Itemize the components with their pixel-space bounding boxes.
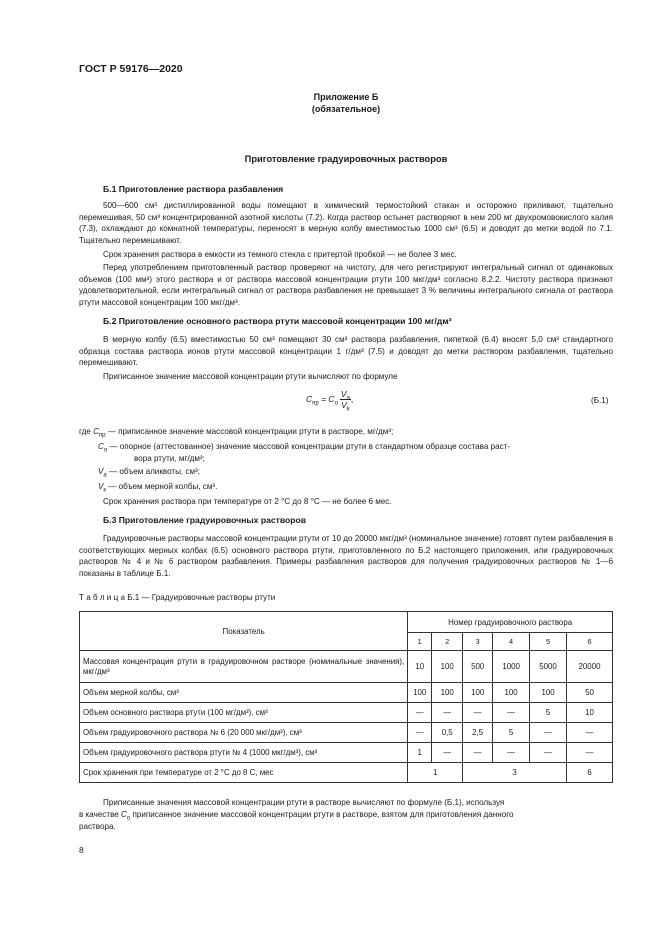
- table-row: [80, 683, 613, 703]
- table-cell: 3: [463, 763, 567, 783]
- table-row: [80, 703, 613, 723]
- table-cell: —: [493, 703, 530, 723]
- table-cell: 100: [432, 651, 463, 683]
- section-b3-heading: Б.3 Приготовление градуировочных растворов: [103, 515, 307, 525]
- section-b1-paragraph-1: 500—600 см³ дистиллированной воды помещают в химический термостойкий стакан и осторожно приливают, тщательно перемешивая, 50 см³ концентрированной азотной кислоты (7.2). Когда раствор остынет растворяют в нем 200 мг двухромовокислого калия (7.3), охлаждают до комнатной температуры, переносят в мерную колбу вместимостью 1000 см³ (6.5) и доводят до метки водой по 7.1. Тщательно перемешивают.: [79, 201, 613, 245]
- section-b2-heading: Б.2 Приготовление основного раствора ртути массовой концентрации 100 мг/дм³: [103, 316, 452, 326]
- table-col-header: 6: [567, 633, 613, 651]
- table-cell: —: [567, 743, 613, 763]
- table-cell: 100: [408, 683, 432, 703]
- table-row-label: Объем основного раствора ртути (100 мг/дм³), см³: [80, 703, 408, 723]
- table-row-label: Объем градуировочного раствора № 6 (20 000 мкг/дм³), см³: [80, 723, 408, 743]
- table-cell: 100: [463, 683, 493, 703]
- table-cell: 1000: [493, 651, 530, 683]
- table-cell: 100: [493, 683, 530, 703]
- where-item: где $C_{пр}$ — приписанное значение массовой концентрации ртути в растворе, мг/дм³;: [79, 427, 394, 439]
- table-cell: 5: [530, 703, 567, 723]
- table-col-header: 4: [493, 633, 530, 651]
- table-cell: —: [408, 723, 432, 743]
- table-cell: 1: [408, 763, 463, 783]
- table-cell: —: [432, 743, 463, 763]
- table-cell: 100: [530, 683, 567, 703]
- table-row-label: Объем мерной колбы, см³: [80, 683, 408, 703]
- table-cell: 10: [408, 651, 432, 683]
- table-cell: 5: [493, 723, 530, 743]
- table-col-header: 2: [432, 633, 463, 651]
- standard-designation: ГОСТ Р 59176—2020: [79, 63, 183, 75]
- where-item: $V_к$ — объем мерной колбы, см³.: [98, 482, 218, 494]
- table-cell: —: [432, 703, 463, 723]
- appendix-subtitle: (обязательное): [311, 104, 381, 114]
- section-b1-paragraph-3: Перед употреблением приготовленный раствор проверяют на чистоту, для чего регистрируют интегральный сигнал от одинаковых объемов (100 мм³) этого раствора и от раствора массовой концентрации ртути 100 мкг/дм³ согласно 8.2.2. Чистоту раствора признают удовлетворительной, если интегральный сигнал от раствора разбавления не превышает 3 % величины интегрального сигнала от раствора ртути массовой концентрации 100 мкг/дм³.: [79, 263, 613, 307]
- appendix-title: Приложение Б: [313, 92, 379, 102]
- section-b2-paragraph-3: Срок хранения раствора при температуре от 2 °С до 8 °С — не более 6 мес.: [103, 497, 392, 506]
- table-cell: —: [463, 743, 493, 763]
- calibration-table: [79, 611, 613, 783]
- section-b2-paragraph-1: В мерную колбу (6.5) вместимостью 50 см³ помещают 30 см³ раствора разбавления, пипеткой (6.4) вносят 5,0 см³ стандартного образца состава раствора ионов ртути массовой концентрации 1 г/дм³ (7.5) и доводят до метки раствором разбавления, тщательно перемешивают.: [79, 335, 613, 368]
- table-cell: —: [408, 703, 432, 723]
- where-item: $V_a$ — объем аликвоты, см³;: [98, 467, 200, 479]
- table-col-header: 3: [463, 633, 493, 651]
- section-b3-paragraph-1: Градуировочные растворы массовой концентрации ртути от 10 до 20000 мкг/дм³ (номинальное значение) готовят путем разбавления в соответствующих мерных колбах (6.5) основного раствора ртути, приготовленного по Б.2 настоящего приложения, или градуировочных растворов № 4 и № 6 раствором разбавления. Примеры разбавления растворов для получения градуировочных растворов № 1—6 показаны в таблице Б.1.: [79, 534, 613, 578]
- table-cell: 50: [567, 683, 613, 703]
- table-cell: 0,5: [432, 723, 463, 743]
- table-row: [80, 763, 613, 783]
- formula-number: (Б.1): [591, 396, 609, 405]
- table-cell: —: [463, 703, 493, 723]
- table-cell: 100: [432, 683, 463, 703]
- table-header-group: Номер градуировочного раствора: [408, 612, 613, 633]
- table-row: [80, 723, 613, 743]
- table-row: [80, 651, 613, 683]
- main-title: Приготовление градуировочных растворов: [244, 154, 448, 164]
- table-cell: 10: [567, 703, 613, 723]
- closing-line-3: раствора.: [79, 822, 116, 831]
- table-cell: 5000: [530, 651, 567, 683]
- table-cell: 1: [408, 743, 432, 763]
- closing-line-2: в качестве $C_о$ приписанное значение массовой концентрации ртути в растворе, взятом для приготовления данного: [79, 810, 514, 822]
- table-row: [80, 743, 613, 763]
- table-cell: 20000: [567, 651, 613, 683]
- closing-line-1: Приписанные значения массовой концентрации ртути в растворе вычисляют по формуле (Б.1), используя: [103, 798, 505, 807]
- table-cell: 500: [463, 651, 493, 683]
- where-item-continuation: вора ртути, мг/дм³;: [134, 454, 205, 463]
- section-b1-heading: Б.1 Приготовление раствора разбавления: [103, 184, 284, 194]
- table-cell: 6: [567, 763, 613, 783]
- where-item: $C_о$ — опорное (аттестованное) значение массовой концентрации ртути в стандартном образце состава раст-: [98, 442, 511, 454]
- table-cell: —: [530, 723, 567, 743]
- table-row-label: Массовая концентрация ртути в градуировочном растворе (номинальные значения), мкг/дм³: [80, 651, 408, 683]
- table-cell: —: [493, 743, 530, 763]
- table-cell: —: [567, 723, 613, 743]
- table-row-label: Объем градуировочного раствора ртути № 4 (1000 мкг/дм³), см³: [80, 743, 408, 763]
- table-caption: Т а б л и ц а Б.1 — Градуировочные растворы ртути: [79, 593, 276, 602]
- table-cell: 2,5: [463, 723, 493, 743]
- table-row-label: Срок хранения при температуре от 2 °С до 8 С, мес: [80, 763, 408, 783]
- page-number: 8: [79, 845, 84, 855]
- table-col-header: 5: [530, 633, 567, 651]
- table-col-header: 1: [408, 633, 432, 651]
- section-b1-paragraph-2: Срок хранения раствора в емкости из темного стекла с притертой пробкой — не более 3 мес.: [103, 250, 457, 259]
- formula-b1: $C_{пр} = C_o$ $\frac{V_a}{V_k}$ ,: [306, 389, 354, 413]
- section-b2-paragraph-2: Приписанное значение массовой концентрации ртути вычисляют по формуле: [103, 372, 398, 381]
- table-header-parameter: Показатель: [80, 612, 408, 651]
- table-cell: —: [530, 743, 567, 763]
